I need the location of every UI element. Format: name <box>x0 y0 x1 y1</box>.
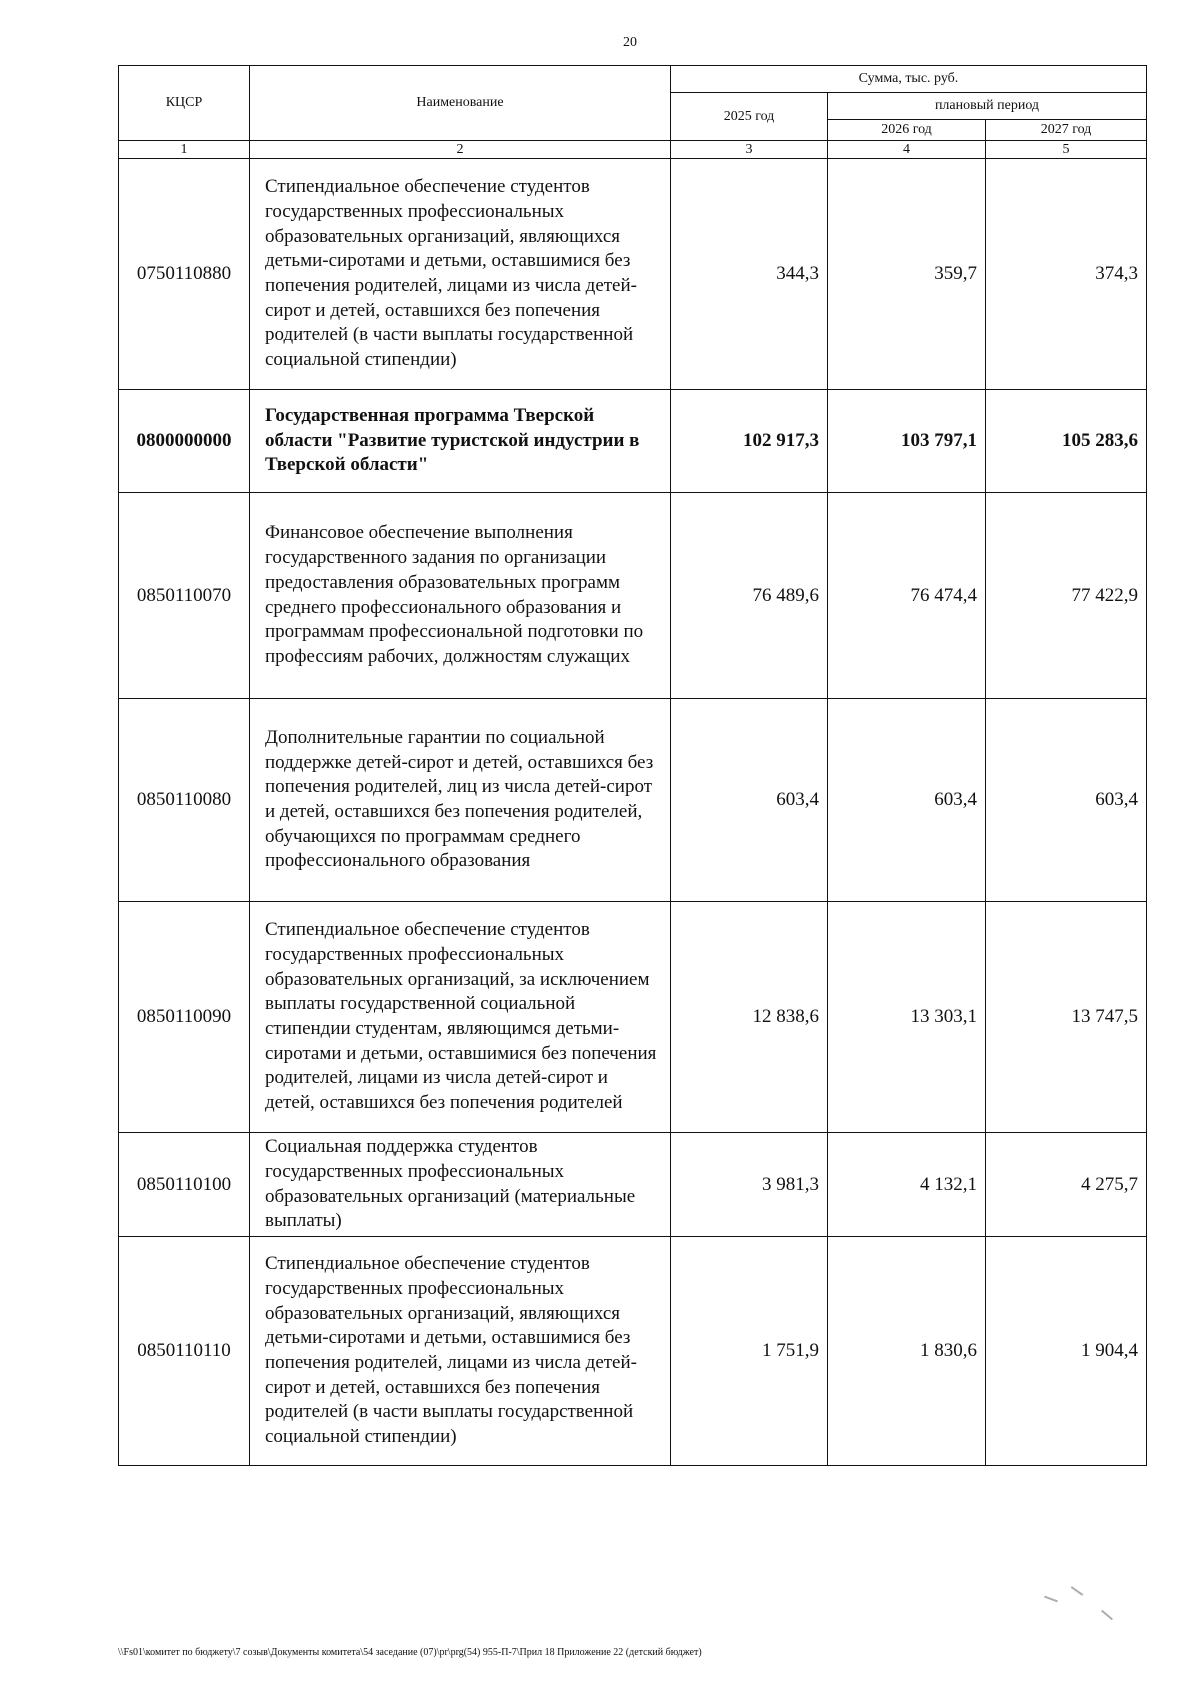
row-value-2026: 603,4 <box>828 699 986 902</box>
row-code: 0800000000 <box>119 390 250 493</box>
row-name: Стипендиальное обеспечение студентов государственных профессиональных образовательных организаций, за исключением выплаты государственной социальной стипендии студентам, являющимся детьми-сиротами и детьми, оставшимися без попечения родителей, лицами из числа детей-сирот и детей, оставшихся без попечения родителей <box>250 902 671 1133</box>
table-row <box>119 159 1147 390</box>
row-code: 0850110090 <box>119 902 250 1133</box>
row-value-2026: 13 303,1 <box>828 902 986 1133</box>
row-name: Дополнительные гарантии по социальной поддержке детей-сирот и детей, оставшихся без попечения родителей, лиц из числа детей-сирот и детей, оставшихся без попечения родителей, обучающихся по программам среднего профессионального образования <box>250 699 671 902</box>
table-row <box>119 1133 1147 1237</box>
header-row-1 <box>119 66 1147 93</box>
header-year-2025: 2025 год <box>671 93 828 141</box>
row-value-2025: 344,3 <box>671 159 828 390</box>
row-code: 0850110070 <box>119 493 250 699</box>
column-number: 2 <box>250 141 671 159</box>
row-value-2025: 76 489,6 <box>671 493 828 699</box>
table-row <box>119 1237 1147 1466</box>
row-value-2025: 12 838,6 <box>671 902 828 1133</box>
row-code: 0850110110 <box>119 1237 250 1466</box>
page-number: 20 <box>623 35 637 50</box>
header-planned-period: плановый период <box>828 93 1147 120</box>
row-code: 0750110880 <box>119 159 250 390</box>
row-value-2025: 3 981,3 <box>671 1133 828 1237</box>
scan-artifact <box>1101 1610 1113 1621</box>
column-number: 4 <box>828 141 986 159</box>
row-value-2025: 603,4 <box>671 699 828 902</box>
row-code: 0850110080 <box>119 699 250 902</box>
row-value-2027: 4 275,7 <box>986 1133 1147 1237</box>
header-name: Наименование <box>250 66 671 141</box>
table-row <box>119 493 1147 699</box>
row-value-2027: 603,4 <box>986 699 1147 902</box>
header-kcsr: КЦСР <box>119 66 250 141</box>
row-value-2026: 4 132,1 <box>828 1133 986 1237</box>
header-year-2027: 2027 год <box>986 120 1147 141</box>
column-number: 1 <box>119 141 250 159</box>
row-value-2026: 76 474,4 <box>828 493 986 699</box>
budget-table <box>118 65 1147 1466</box>
row-value-2027: 13 747,5 <box>986 902 1147 1133</box>
table-row-program <box>119 390 1147 493</box>
row-value-2027: 374,3 <box>986 159 1147 390</box>
column-number: 5 <box>986 141 1147 159</box>
row-name: Стипендиальное обеспечение студентов государственных профессиональных образовательных организаций, являющихся детьми-сиротами и детьми, оставшимися без попечения родителей, лицами из числа детей-сирот и детей, оставшихся без попечения родителей (в части выплаты государственной социальной стипендии) <box>250 1237 671 1466</box>
row-value-2026: 103 797,1 <box>828 390 986 493</box>
scan-artifact <box>1044 1596 1058 1603</box>
row-value-2027: 77 422,9 <box>986 493 1147 699</box>
column-number-row <box>119 141 1147 159</box>
file-path-footer: \\Fs01\комитет по бюджету\7 созыв\Документы комитета\54 заседание (07)\pr\prg(54) 955-П-7\Прил 18 Приложение 22 (детский бюджет) <box>118 1647 702 1658</box>
column-number: 3 <box>671 141 828 159</box>
row-name: Государственная программа Тверской области "Развитие туристской индустрии в Тверской области" <box>250 390 671 493</box>
row-name: Стипендиальное обеспечение студентов государственных профессиональных образовательных организаций, являющихся детьми-сиротами и детьми, оставшимися без попечения родителей, лицами из числа детей-сирот и детей, оставшихся без попечения родителей (в части выплаты государственной социальной стипендии) <box>250 159 671 390</box>
table-row <box>119 902 1147 1133</box>
row-value-2025: 1 751,9 <box>671 1237 828 1466</box>
scan-artifact <box>1071 1586 1084 1596</box>
row-value-2027: 1 904,4 <box>986 1237 1147 1466</box>
row-name: Финансовое обеспечение выполнения государственного задания по организации предоставления образовательных программ среднего профессионального образования и программам профессиональной подготовки по профессиям рабочих, должностям служащих <box>250 493 671 699</box>
table-row <box>119 699 1147 902</box>
row-value-2026: 1 830,6 <box>828 1237 986 1466</box>
row-code: 0850110100 <box>119 1133 250 1237</box>
row-value-2025: 102 917,3 <box>671 390 828 493</box>
row-value-2027: 105 283,6 <box>986 390 1147 493</box>
row-name: Социальная поддержка студентов государственных профессиональных образовательных организаций (материальные выплаты) <box>250 1133 671 1237</box>
header-sum: Сумма, тыс. руб. <box>671 66 1147 93</box>
row-value-2026: 359,7 <box>828 159 986 390</box>
header-year-2026: 2026 год <box>828 120 986 141</box>
